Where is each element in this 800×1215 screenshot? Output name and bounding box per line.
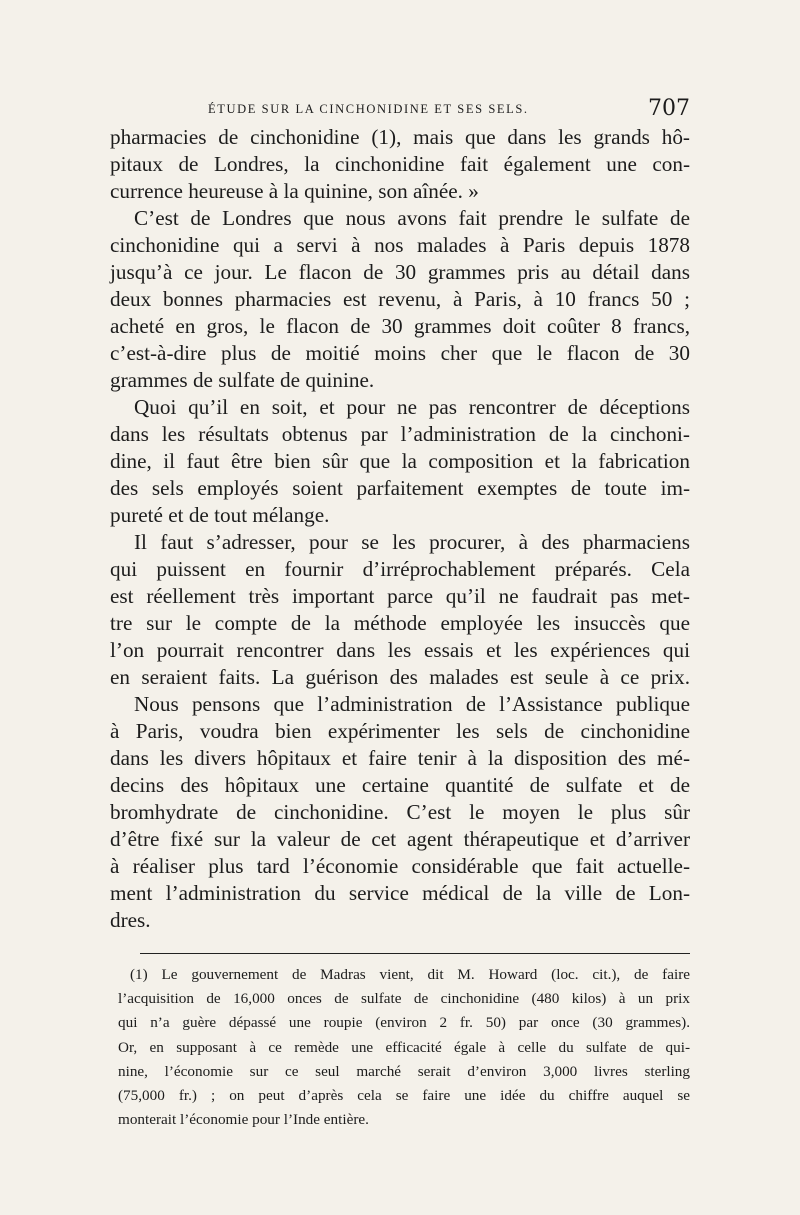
text-line: currence heureuse à la quinine, son aînée. » xyxy=(110,179,479,203)
text-line: bromhydrate de cinchonidine. C’est le moyen le plus sûr xyxy=(110,800,690,824)
text-line: ment l’administration du service médical de la ville de Lon- xyxy=(110,881,690,905)
text-line: Il faut s’adresser, pour se les procurer, à des pharmaciens xyxy=(134,530,690,554)
running-title: ÉTUDE SUR LA CINCHONIDINE ET SES SELS. xyxy=(208,102,529,116)
text-line: C’est de Londres que nous avons fait prendre le sulfate de xyxy=(134,206,690,230)
text-line: Nous pensons que l’administration de l’Assistance publique xyxy=(134,692,690,716)
text-line: dres. xyxy=(110,908,151,932)
footnote-line: monterait l’économie pour l’Inde entière. xyxy=(118,1111,369,1129)
text-line: à Paris, voudra bien expérimenter les sels de cinchonidine xyxy=(110,719,690,743)
text-line: acheté en gros, le flacon de 30 grammes doit coûter 8 francs, xyxy=(110,314,690,338)
text-line: des sels employés soient parfaitement exemptes de toute im- xyxy=(110,476,690,500)
text-line: c’est-à-dire plus de moitié moins cher que le flacon de 30 xyxy=(110,341,690,365)
footnote-line: Or, en supposant à ce remède une efficacité égale à celle du sulfate de qui- xyxy=(118,1038,690,1056)
footnote-line: (1) Le gouvernement de Madras vient, dit M. Howard (loc. cit.), de faire xyxy=(130,966,690,983)
text-line: dine, il faut être bien sûr que la composition et la fabrication xyxy=(110,449,690,473)
text-line: deux bonnes pharmacies est revenu, à Paris, à 10 francs 50 ; xyxy=(110,287,690,311)
text-line: d’être fixé sur la valeur de cet agent thérapeutique et d’arriver xyxy=(110,827,690,851)
text-line: à réaliser plus tard l’économie considérable que fait actuelle- xyxy=(110,854,690,878)
text-line: est réellement très important parce qu’il ne faudrait pas met- xyxy=(110,584,690,608)
text-line: pitaux de Londres, la cinchonidine fait également une con- xyxy=(110,152,690,176)
text-line: jusqu’à ce jour. Le flacon de 30 grammes pris au détail dans xyxy=(110,260,690,284)
running-head xyxy=(110,96,690,126)
text-line: en seraient faits. La guérison des malades est seule à ce prix. xyxy=(110,665,690,689)
text-line: pureté et de tout mélange. xyxy=(110,503,330,527)
page-number: 707 xyxy=(648,96,690,121)
body-text xyxy=(110,124,690,934)
text-line: decins des hôpitaux une certaine quantité de sulfate et de xyxy=(110,773,690,797)
text-line: tre sur le compte de la méthode employée les insuccès que xyxy=(110,611,690,635)
text-line: Quoi qu’il en soit, et pour ne pas rencontrer de déceptions xyxy=(134,395,690,419)
footnote-line: qui n’a guère dépassé une roupie (environ 2 fr. 50) par once (30 grammes). xyxy=(118,1014,690,1032)
text-line: dans les divers hôpitaux et faire tenir à la disposition des mé- xyxy=(110,746,690,770)
footnote-line: nine, l’économie sur ce seul marché serait d’environ 3,000 livres sterling xyxy=(118,1062,690,1080)
text-line: dans les résultats obtenus par l’administration de la cinchoni- xyxy=(110,422,690,446)
footnote-rule xyxy=(140,953,690,954)
text-line: grammes de sulfate de quinine. xyxy=(110,368,375,392)
footnote xyxy=(118,963,690,1132)
text-line: qui puissent en fournir d’irréprochablement préparés. Cela xyxy=(110,557,690,581)
text-line: cinchonidine qui a servi à nos malades à Paris depuis 1878 xyxy=(110,233,690,257)
footnote-line: (75,000 fr.) ; on peut d’après cela se faire une idée du chiffre auquel se xyxy=(118,1086,690,1104)
text-line: l’on pourrait rencontrer dans les essais et les expériences qui xyxy=(110,638,690,662)
footnote-line: l’acquisition de 16,000 onces de sulfate de cinchonidine (480 kilos) à un prix xyxy=(118,990,690,1008)
text-line: pharmacies de cinchonidine (1), mais que dans les grands hô- xyxy=(110,125,690,149)
